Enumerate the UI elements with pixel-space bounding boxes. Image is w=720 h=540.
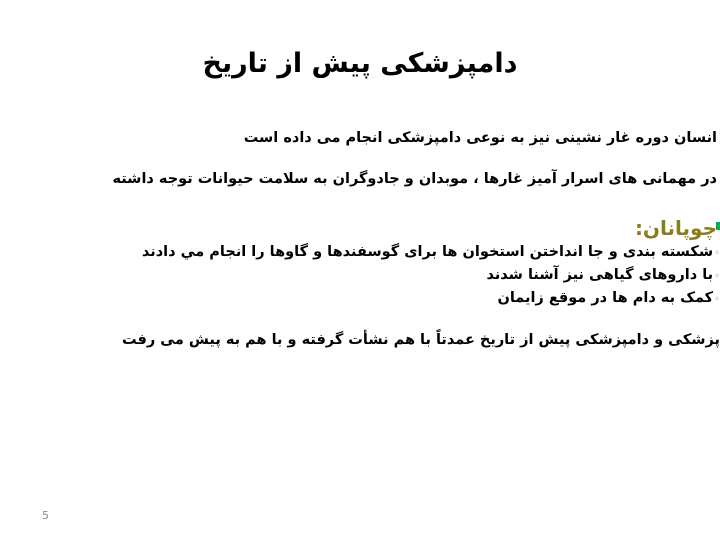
- circle-bullet-icon: ◦: [714, 248, 720, 259]
- circle-bullet-icon: ◦: [714, 271, 720, 282]
- list-item-text: شکسته بندی و جا انداختن استخوان ها برای گوسفندها و گاوها را انجام مي دادند: [141, 244, 714, 260]
- shepherds-heading: چوپانان:: [634, 216, 717, 240]
- paragraph-cave-age: انسان دوره غار نشینی نیز به نوعی دامپزشکی انجام می داده است: [243, 130, 717, 146]
- slide-title: دامپزشکی پیش از تاریخ: [202, 48, 518, 79]
- list-item-text: کمک به دام ها در موقع زایمان: [497, 290, 714, 306]
- list-item-text: با داروهای گیاهی نیز آشنا شدند: [486, 267, 714, 283]
- page-number: 5: [42, 509, 49, 522]
- circle-bullet-icon: ◦: [714, 294, 720, 305]
- list-item: [486, 265, 720, 287]
- list-item: [497, 288, 720, 310]
- paragraph-priests-magicians: در مهمانی های اسرار آمیز غارها ، موبدان و جادوگران به سلامت حیوانات توجه داشته: [112, 171, 717, 187]
- paragraph-medicine-veterinary: پزشکی و دامپزشکی پیش از تاریخ عمدتاً با هم نشأت گرفته و با هم به پیش می رفت: [122, 332, 720, 348]
- list-item: [142, 242, 720, 264]
